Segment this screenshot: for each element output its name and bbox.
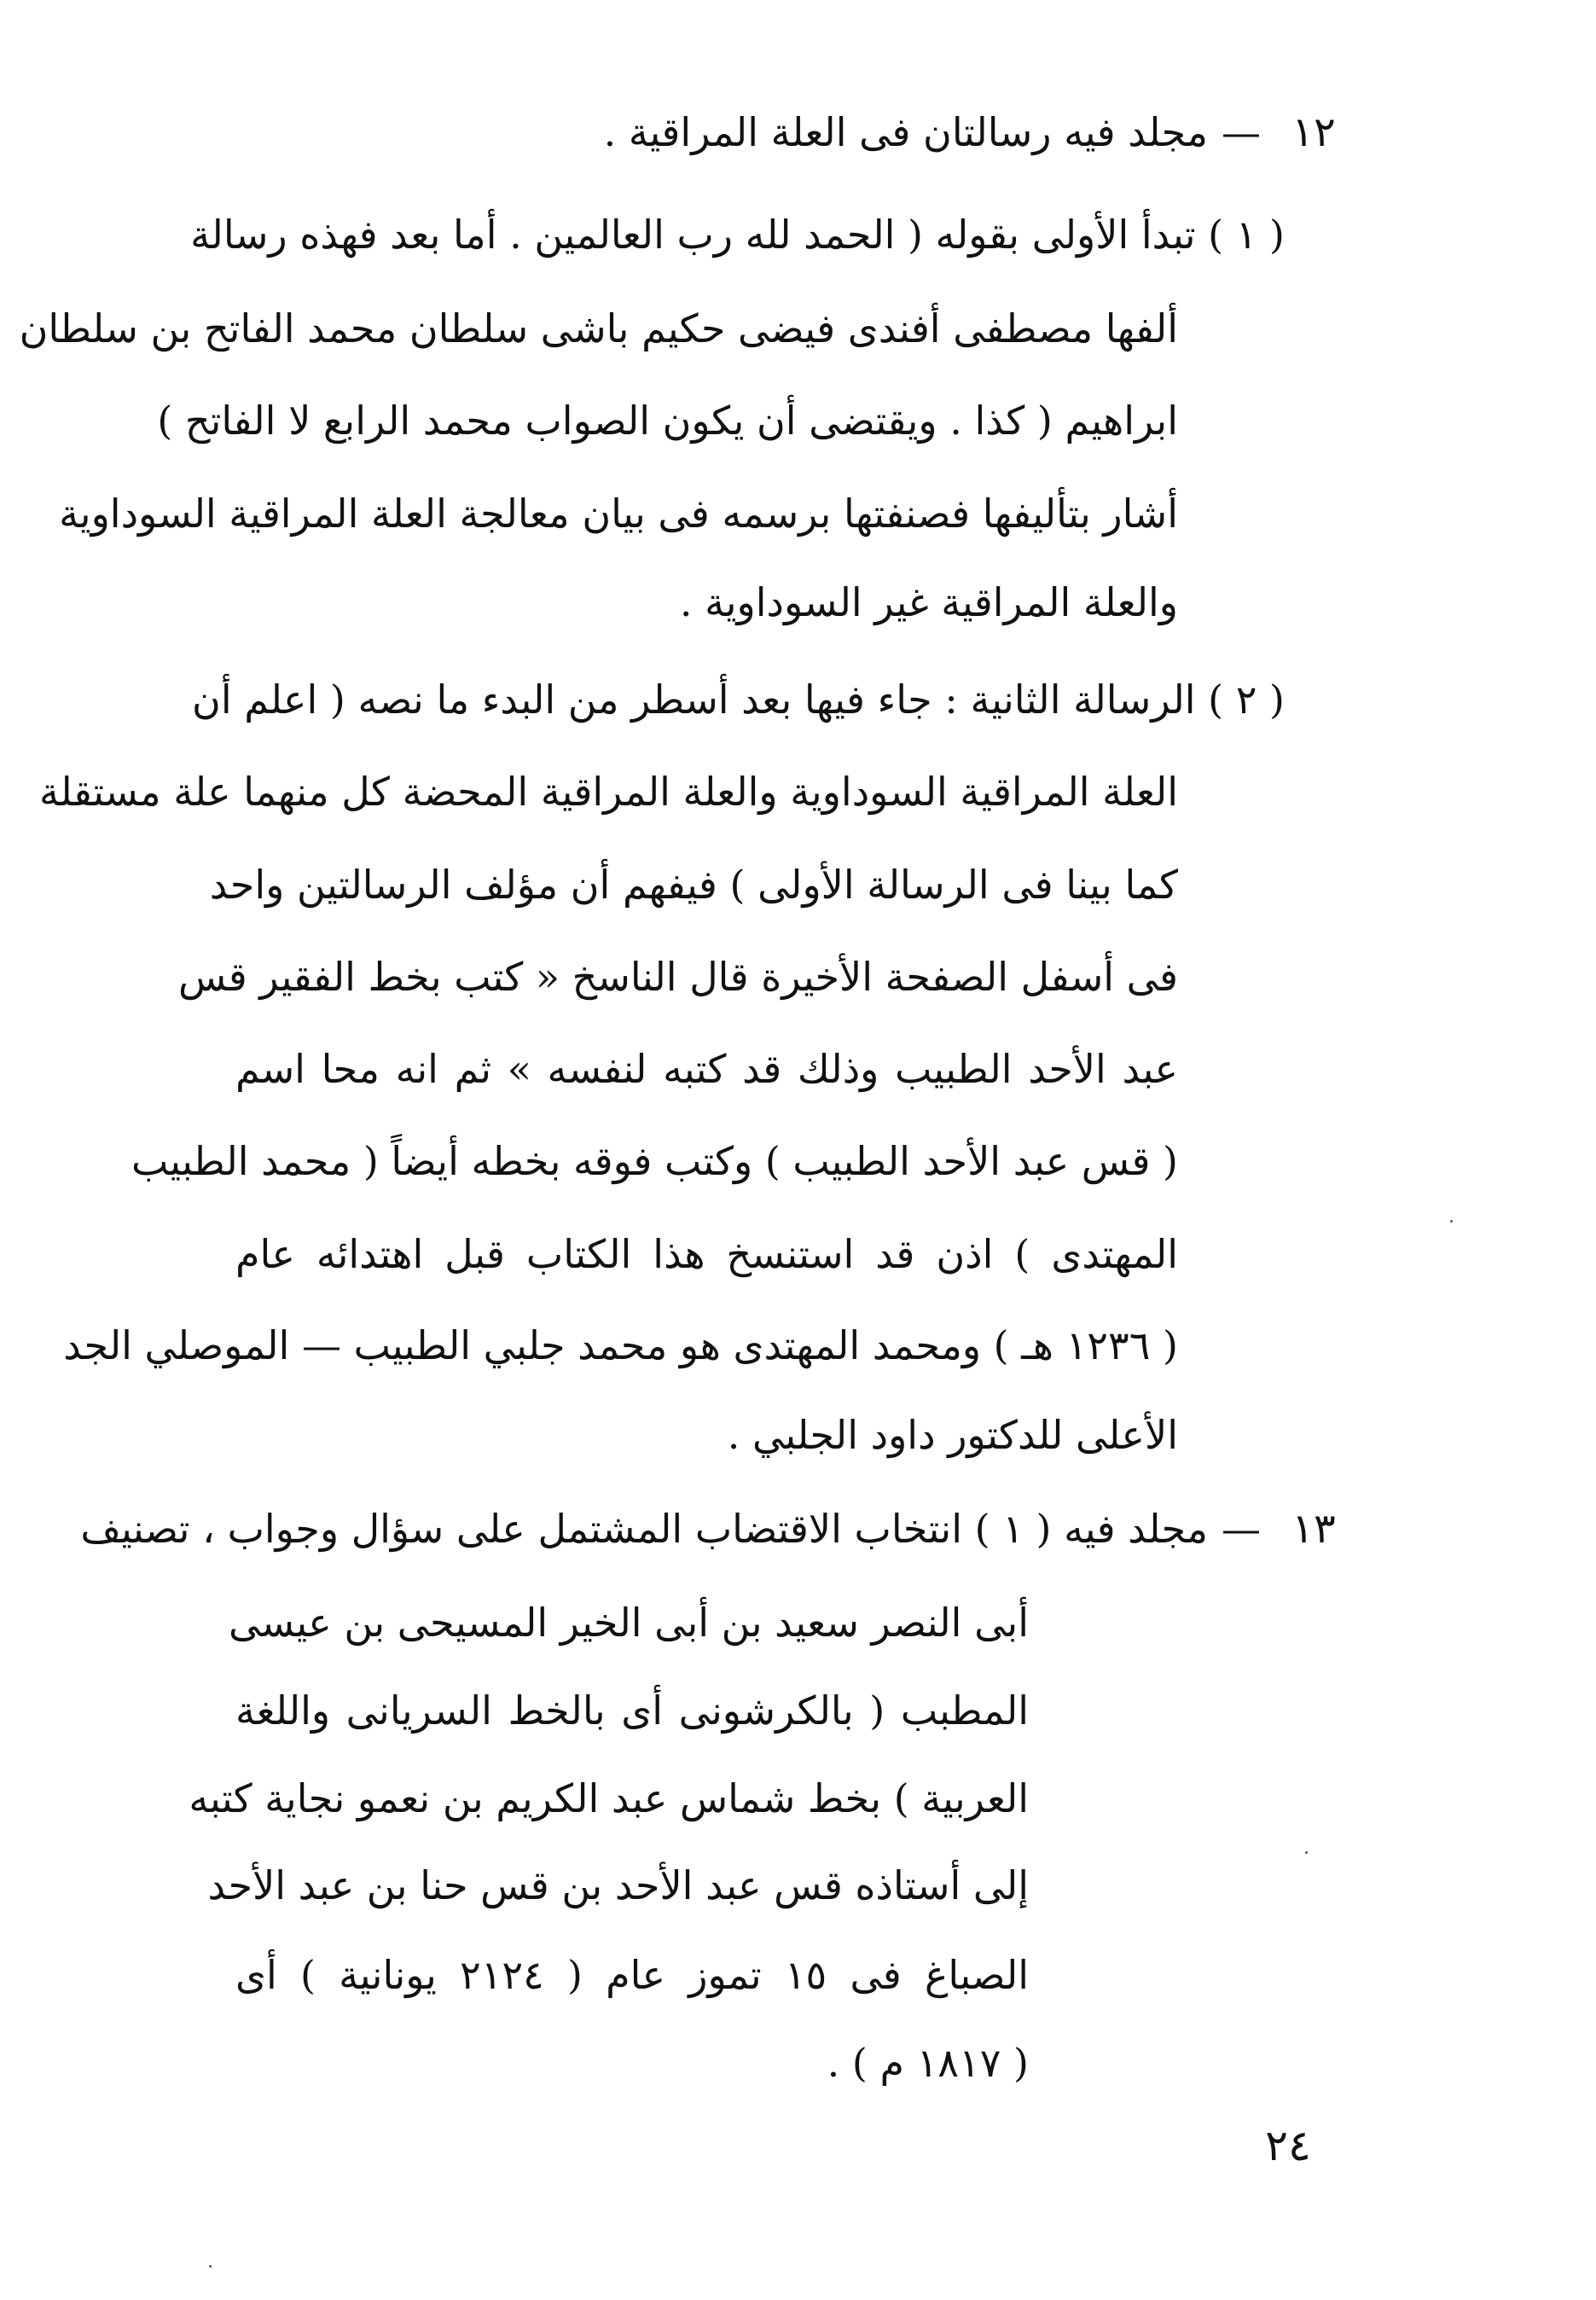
- scan-speck: [1450, 1220, 1453, 1223]
- paragraph-line: مجلد فيه ( ١ ) انتخاب الاقتضاب المشتمل على سؤال وجواب ، تصنيف: [80, 1506, 1208, 1552]
- paragraph-line: المطبب ( بالكرشونى أى بالخط السريانى واللغة: [235, 1687, 1029, 1734]
- paragraph-line: العلة المراقية السوداوية والعلة المراقية المحضة كل منهما علة مستقلة: [38, 769, 1178, 815]
- paragraph-line: ابراهيم ( كذا . ويقتضى أن يكون الصواب محمد الرابع لا الفاتح ): [157, 398, 1178, 444]
- paragraph-line: المهتدى ) اذن قد استنسخ هذا الكتاب قبل اهتدائه عام: [235, 1231, 1178, 1277]
- scan-speck: [209, 2265, 212, 2268]
- paragraph-line: والعلة المراقية غير السوداوية .: [679, 579, 1178, 625]
- paragraph-line: ( ٢ ) الرسالة الثانية : جاء فيها بعد أسطر من البدء ما نصه ( اعلم أن: [192, 677, 1285, 723]
- paragraph-line: الأعلى للدكتور داود الجلبي .: [727, 1412, 1178, 1458]
- paragraph-line: عبد الأحد الطبيب وذلك قد كتبه لنفسه » ثم انه محا اسم: [235, 1046, 1178, 1092]
- entry-number: ١٣: [1291, 1505, 1336, 1553]
- paragraph-line: ( قس عبد الأحد الطبيب ) وكتب فوقه بخطه أيضاً ( محمد الطبيب: [131, 1138, 1178, 1184]
- paragraph-line: أشار بتأليفها فصنفتها برسمه فى بيان معالجة العلة المراقية السوداوية: [59, 491, 1178, 537]
- page-number: ٢٤: [1265, 2121, 1311, 2170]
- paragraph-line: كما بينا فى الرسالة الأولى ) فيفهم أن مؤلف الرسالتين واحد: [209, 862, 1178, 908]
- paragraph-line: إلى أستاذه قس عبد الأحد بن قس حنا بن عبد الأحد: [207, 1862, 1029, 1908]
- scan-speck: [1305, 1851, 1308, 1854]
- paragraph-line: الصباغ فى ١٥ تموز عام ( ٢١٢٤ يونانية ) أى: [235, 1952, 1029, 1998]
- entry-title: مجلد فيه رسالتان فى العلة المراقية .: [603, 109, 1208, 155]
- paragraph-line: فى أسفل الصفحة الأخيرة قال الناسخ « كتب بخط الفقير قس: [178, 954, 1178, 1000]
- paragraph-line: ( ١ ) تبدأ الأولى بقوله ( الحمد لله رب العالمين . أما بعد فهذه رسالة: [190, 212, 1285, 258]
- paragraph-line: أبى النصر سعيد بن أبى الخير المسيحى بن عيسى: [229, 1600, 1029, 1646]
- entry-number: ١٢: [1291, 108, 1336, 156]
- paragraph-line: ( ١٢٣٦ هـ ) ومحمد المهتدى هو محمد جلبي الطبيب — الموصلي الجد: [63, 1322, 1178, 1368]
- entry-dash: —: [1222, 1506, 1261, 1552]
- paragraph-line: ألفها مصطفى أفندى فيضى حكيم باشى سلطان محمد الفاتح بن سلطان: [19, 305, 1178, 351]
- entry-dash: —: [1222, 109, 1261, 155]
- paragraph-line: العربية ) بخط شماس عبد الكريم بن نعمو نجاية كتبه: [189, 1775, 1029, 1821]
- paragraph-line: ( ١٨١٧ م ) .: [827, 2040, 1029, 2086]
